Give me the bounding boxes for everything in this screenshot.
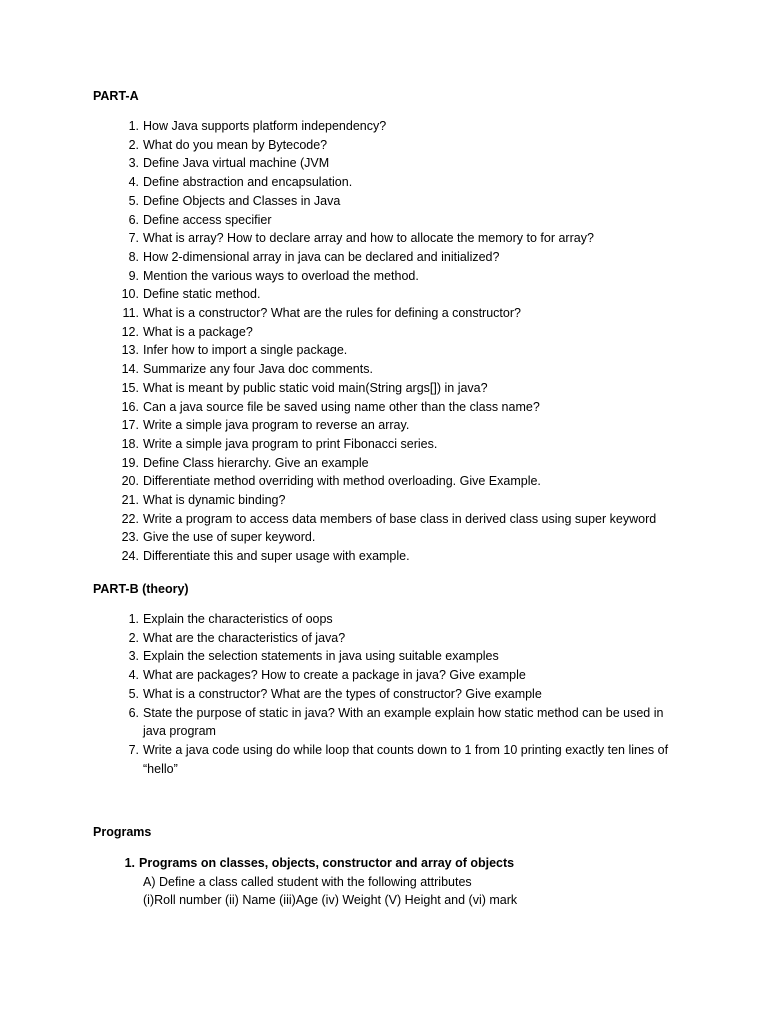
list-item: 23. Give the use of super keyword. [121,530,316,545]
list-item: 6. Define access specifier [128,212,272,227]
list-item: 8. How 2-dimensional array in java can be declared and initialized? [128,249,500,264]
program-item-line: (i)Roll number (ii) Name (iii)Age (iv) Weight (V) Height and (vi) mark [143,893,518,908]
list-item: 19. Define Class hierarchy. Give an example [121,455,369,470]
list-item: 1. Explain the characteristics of oops [128,612,333,626]
list-item: 16. Can a java source file be saved using name other than the class name? [121,399,540,414]
part-b-question-list [93,610,683,778]
program-item-title: 1. Programs on classes, objects, constructor and array of objects [124,856,515,870]
list-item: 6. State the purpose of static in java? With an example explain how static method can be used in java program [128,705,664,739]
list-item: 2. What do you mean by Bytecode? [128,137,328,152]
list-item: 7. What is array? How to declare array and how to allocate the memory to for array? [128,231,594,246]
list-item: 18. Write a simple java program to print Fibonacci series. [121,436,438,451]
list-item: 3. Define Java virtual machine (JVM [128,156,330,171]
list-item: 5. What is a constructor? What are the types of constructor? Give example [128,686,542,701]
list-item: 4. What are packages? How to create a package in java? Give example [128,668,526,683]
list-item: 13. Infer how to import a single package. [121,343,348,358]
list-item: 20. Differentiate method overriding with method overloading. Give Example. [121,474,541,489]
list-item: 15. What is meant by public static void main(String args[]) in java? [121,380,488,395]
programs-list [93,854,517,910]
list-item: 12. What is a package? [121,324,253,339]
list-item: 1. How Java supports platform independency? [128,119,387,133]
part-b-heading: PART-B (theory) [93,582,189,596]
list-item: 11. What is a constructor? What are the rules for defining a constructor? [122,306,521,321]
list-item: 17. Write a simple java program to reverse an array. [121,418,410,433]
program-item-line: A) Define a class called student with the following attributes [143,874,472,889]
part-a-question-list [93,117,656,566]
list-item: 21. What is dynamic binding? [121,493,286,508]
list-item: 10. Define static method. [121,287,261,302]
list-item: 4. Define abstraction and encapsulation. [128,175,353,190]
list-item: 9. Mention the various ways to overload the method. [128,268,419,283]
list-item: 7. Write a java code using do while loop that counts down to 1 from 10 printing exactly ten lines of “hello” [128,742,669,776]
list-item: 14. Summarize any four Java doc comments. [121,362,373,377]
list-item: 5. Define Objects and Classes in Java [128,193,341,208]
list-item: 22. Write a program to access data members of base class in derived class using super keyword [121,511,657,526]
list-item: 3. Explain the selection statements in java using suitable examples [128,649,499,664]
list-item: 24. Differentiate this and super usage with example. [121,549,410,564]
part-a-heading: PART-A [93,89,139,103]
programs-heading: Programs [93,825,152,839]
list-item: 2. What are the characteristics of java? [128,630,346,645]
